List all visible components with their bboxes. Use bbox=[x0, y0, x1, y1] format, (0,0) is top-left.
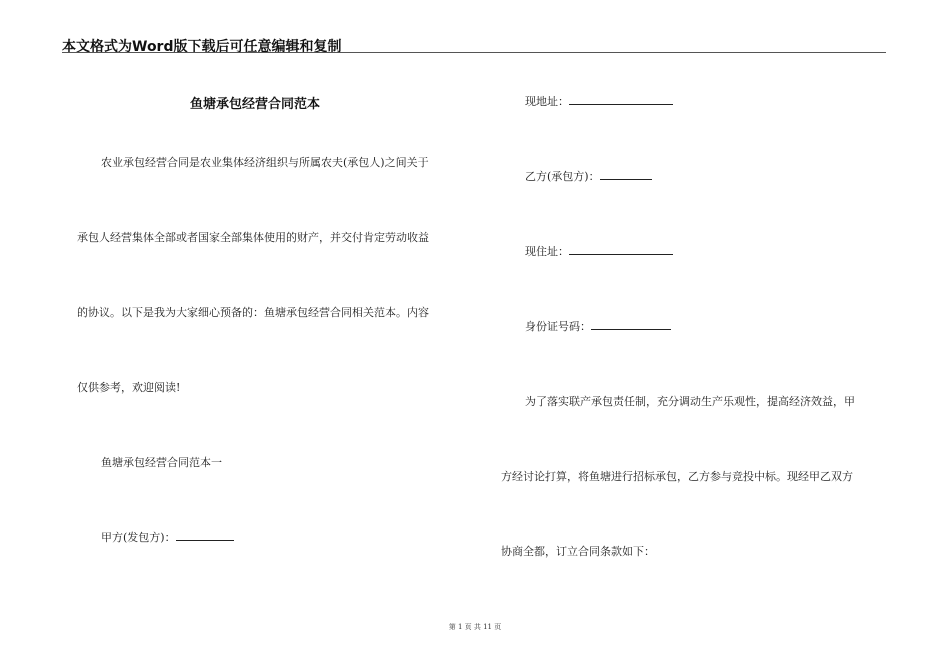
page-number: 第 1 页 共 11 页 bbox=[448, 623, 502, 631]
party-b-label: 乙方(承包方)： bbox=[525, 170, 600, 183]
paragraph-line: 农业承包经营合同是农业集体经济组织与所属农夫(承包人)之间关于 bbox=[101, 156, 429, 169]
paragraph-line: 协商全都，订立合同条款如下： bbox=[501, 545, 655, 558]
address-field bbox=[525, 93, 673, 109]
paragraph-line: 为了落实联产承包责任制，充分调动生产乐观性，提高经济效益，甲 bbox=[525, 395, 855, 408]
paragraph-line: 方经讨论打算，将鱼塘进行招标承包，乙方参与竞投中标。现经甲乙双方 bbox=[501, 470, 853, 483]
paragraph-line: 的协议。以下是我为大家细心预备的：鱼塘承包经营合同相关范本。内容 bbox=[77, 306, 429, 319]
party-a-blank bbox=[176, 530, 234, 541]
document-header: 本文格式为Word版下载后可任意编辑和复制 bbox=[62, 39, 342, 55]
section-heading: 鱼塘承包经营合同范本一 bbox=[101, 456, 222, 469]
address-label: 现地址： bbox=[525, 95, 569, 108]
id-number-label: 身份证号码： bbox=[525, 320, 591, 333]
party-b-blank bbox=[600, 169, 652, 180]
header-divider bbox=[62, 52, 886, 53]
residence-label: 现住址： bbox=[525, 245, 569, 258]
id-number-field bbox=[525, 318, 671, 334]
address-blank bbox=[569, 94, 673, 105]
id-number-blank bbox=[591, 319, 671, 330]
document-title: 鱼塘承包经营合同范本 bbox=[190, 97, 321, 112]
paragraph-line: 仅供参考，欢迎阅读! bbox=[77, 381, 181, 394]
paragraph-line: 承包人经营集体全部或者国家全部集体使用的财产，并交付肯定劳动收益 bbox=[77, 231, 429, 244]
party-a-field bbox=[101, 529, 234, 545]
party-b-field bbox=[525, 168, 652, 184]
residence-blank bbox=[569, 244, 673, 255]
residence-field bbox=[525, 243, 673, 259]
party-a-label: 甲方(发包方)： bbox=[101, 531, 176, 544]
